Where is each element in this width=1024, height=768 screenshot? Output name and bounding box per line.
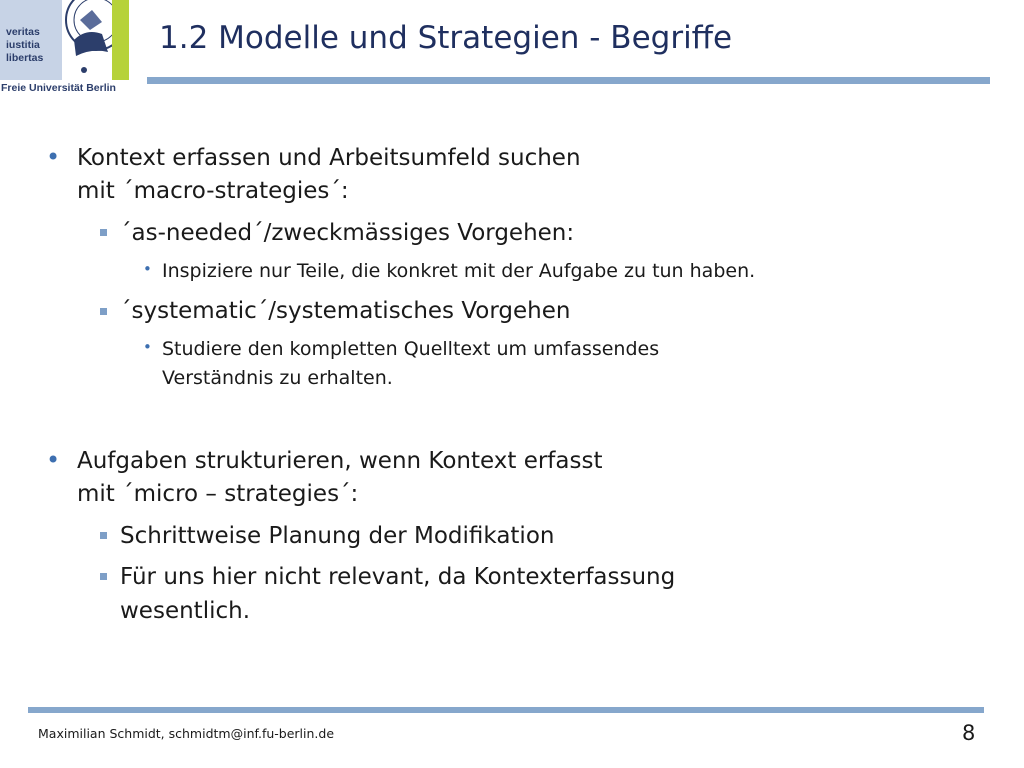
section-1-subitem-2: ´systematic´/systematisches Vorgehen: [120, 298, 571, 324]
subitem-line-1: Für uns hier nicht relevant, da Kontexterfassung: [120, 564, 676, 590]
detail-line-1: Studiere den kompletten Quelltext um umfassendes: [162, 338, 660, 360]
bullet-icon: •: [46, 143, 61, 171]
footer-author: Maximilian Schmidt, schmidtm@inf.fu-berlin.de: [38, 726, 335, 741]
bullet-icon: •: [46, 446, 61, 474]
motto-line-3: libertas: [6, 52, 44, 64]
section-1-heading: [77, 142, 581, 208]
section-2-heading: [77, 445, 603, 511]
logo-green-stripe: [112, 0, 129, 80]
slide-title: 1.2 Modelle und Strategien - Begriffe: [159, 20, 733, 56]
logo-motto: [6, 26, 43, 65]
small-bullet-icon: •: [143, 338, 152, 356]
motto-line-1: veritas: [6, 26, 40, 38]
motto-line-2: iustitia: [6, 39, 40, 51]
detail-line-2: Verständnis zu erhalten.: [162, 367, 393, 389]
title-divider: [147, 77, 990, 84]
section-1-subitem-1: ´as-needed´/zweckmässiges Vorgehen:: [120, 220, 575, 246]
square-bullet-icon: [100, 308, 107, 315]
section-1-heading-line-1: Kontext erfassen und Arbeitsumfeld suchen: [77, 145, 581, 171]
section-2-subitem-1: Schrittweise Planung der Modifikation: [120, 523, 555, 549]
section-1-subitem-2-detail: [162, 335, 659, 393]
subitem-line-2: wesentlich.: [120, 598, 251, 624]
section-2-heading-line-1: Aufgaben strukturieren, wenn Kontext erfasst: [77, 448, 603, 474]
section-2-subitem-2: [120, 560, 675, 628]
small-bullet-icon: •: [143, 260, 152, 278]
university-logo: [0, 0, 145, 100]
section-2-heading-line-2: mit ´micro – strategies´:: [77, 481, 359, 507]
square-bullet-icon: [100, 229, 107, 236]
footer-divider: [28, 707, 984, 713]
page-number: 8: [962, 721, 976, 745]
square-bullet-icon: [100, 532, 107, 539]
square-bullet-icon: [100, 573, 107, 580]
university-name: Freie Universität Berlin: [1, 82, 116, 94]
section-1-subitem-1-detail: Inspiziere nur Teile, die konkret mit der Aufgabe zu tun haben.: [162, 260, 756, 282]
section-1-heading-line-2: mit ´macro-strategies´:: [77, 178, 349, 204]
seal-icon: [62, 0, 112, 80]
